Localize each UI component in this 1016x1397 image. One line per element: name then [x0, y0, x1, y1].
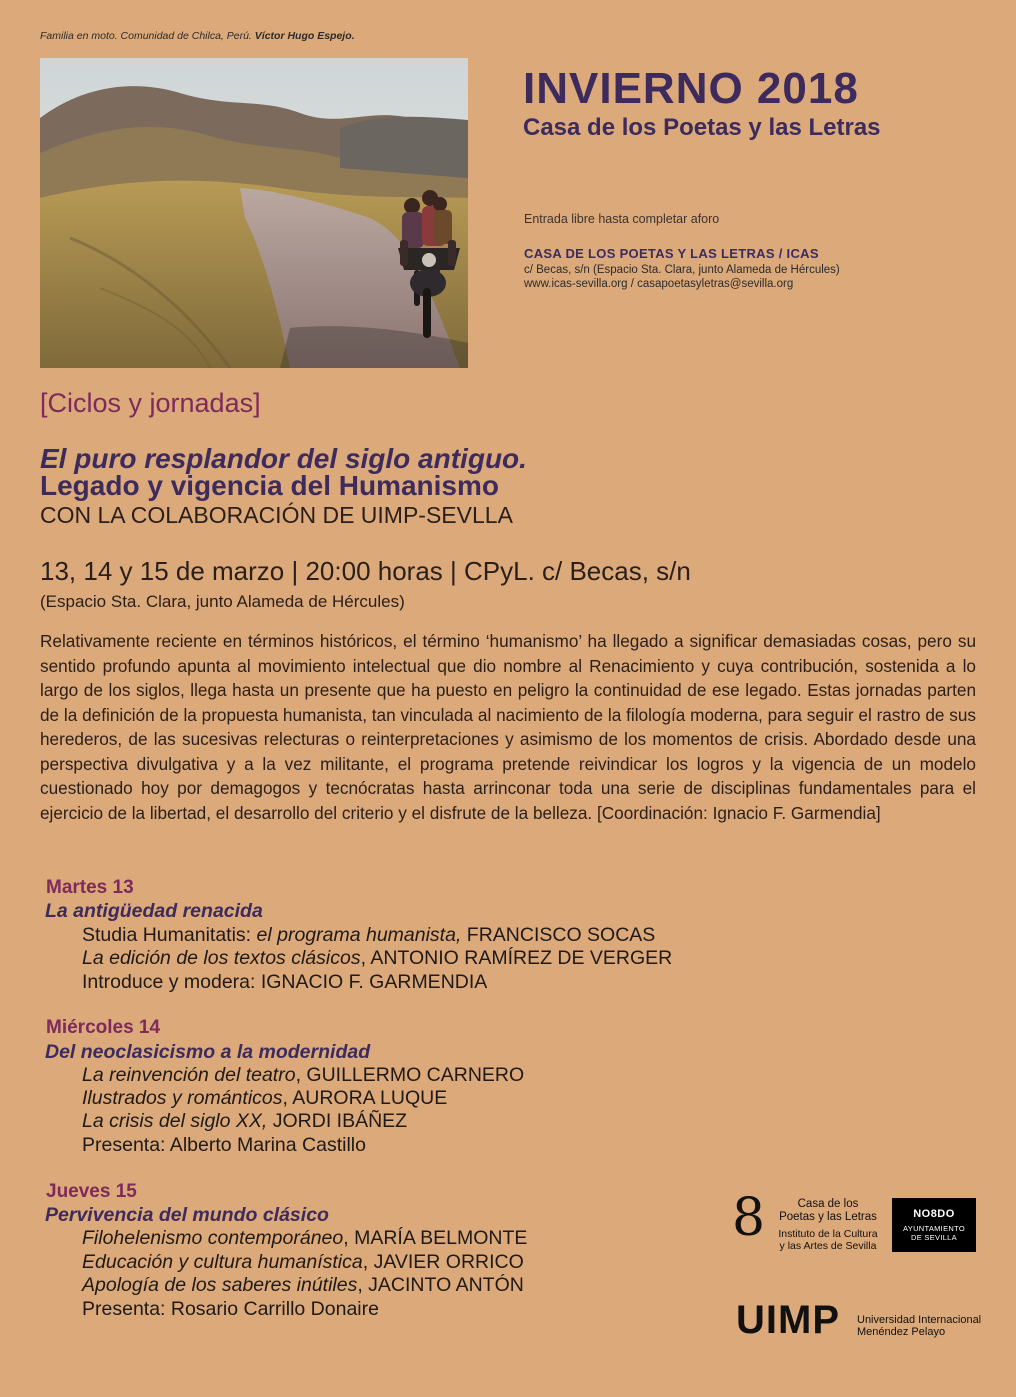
day1-talk2 — [82, 947, 672, 970]
day2-talk3-speaker: JORDI IBÁÑEZ — [267, 1110, 408, 1132]
uimp-logo — [736, 1298, 982, 1342]
day1-label: Martes 13 — [46, 877, 134, 898]
uimp-name — [857, 1314, 981, 1338]
day1-talk1-speaker: FRANCISCO SOCAS — [461, 924, 656, 946]
section-tag: [Ciclos y jornadas] — [40, 388, 261, 418]
ayuntamiento-logo — [892, 1198, 976, 1252]
day3-topic: Pervivencia del mundo clásico — [45, 1204, 329, 1226]
event-collaboration: CON LA COLABORACIÓN DE UIMP-SEVLLA — [40, 502, 513, 528]
ayuntamiento-name-2: DE SEVILLA — [911, 1233, 957, 1242]
day2-talk3-title: La crisis del siglo XX, — [82, 1110, 268, 1132]
casa-poetas-logo — [732, 1188, 892, 1254]
day2-talk3 — [82, 1110, 407, 1133]
day2-talk1 — [82, 1064, 524, 1087]
day2-talk1-title: La reinvención del teatro — [82, 1064, 296, 1086]
uimp-wordmark: UIMP — [736, 1298, 840, 1342]
event-place-detail: (Espacio Sta. Clara, junto Alameda de Hércules) — [40, 592, 405, 611]
day3-presenter: Presenta: Rosario Carrillo Donaire — [82, 1298, 379, 1320]
event-description: Relativamente reciente en términos históricos, el término ‘humanismo’ ha llegado a significar demasiadas cosas, pero su sentido profundo apunta al movimiento intelectual que dio nombre al Renacimiento y cuya contribución, sostenida a lo largo de los siglos, llega hasta un presente que ha puesto en peligro la continuidad de ese legado. Estas jornadas parten de la definición de la propuesta humanista, tan vinculada al nacimiento de la filología moderna, para seguir el rastro de sus herederos, de las sucesivas relecturas o reinterpretaciones y asimismo de los momentos de crisis. Abordado desde una perspectiva divulgativa y a la vez militante, el programa pretende reivindicar los logros y la vigencia de un modelo cuestionado hoy por demagogos y tecnócratas hasta arrinconar toda una serie de disciplinas fundamentales para el ejercicio de la libertad, el desarrollo del criterio y el disfrute de la belleza. [Coordinación: Ignacio F. Garmendia] — [40, 631, 976, 823]
event-date-time-place: 13, 14 y 15 de marzo | 20:00 horas | CPyL. c/ Becas, s/n — [40, 556, 691, 586]
event-title-line1: El puro resplandor del siglo antiguo. — [40, 443, 527, 474]
casa-eight-icon: 8 — [732, 1188, 766, 1248]
day2-label: Miércoles 14 — [46, 1017, 161, 1038]
entry-note: Entrada libre hasta completar aforo — [524, 212, 720, 226]
day3-talk2 — [82, 1251, 524, 1274]
ayuntamiento-name-1: AYUNTAMIENTO — [903, 1224, 965, 1233]
season-title: INVIERNO 2018 — [523, 64, 859, 113]
day2-talk2 — [82, 1087, 447, 1110]
no8do-icon: NO8DO — [913, 1208, 955, 1220]
day3-talk3-title: Apología de los saberes inútiles — [82, 1274, 358, 1296]
event-title-line2: Legado y vigencia del Humanismo — [40, 470, 500, 501]
day3-talk1 — [82, 1227, 527, 1250]
institution-title: Casa de los Poetas y las Letras — [523, 114, 881, 141]
venue-name: CASA DE LOS POETAS Y LAS LETRAS / ICAS — [524, 246, 819, 261]
day3-talk1-title: Filohelenismo contemporáneo — [82, 1227, 344, 1249]
day3-talk3-speaker: , JACINTO ANTÓN — [357, 1274, 524, 1296]
casa-logo-sub-1: Instituto de la Cultura — [778, 1228, 878, 1240]
casa-logo-name-1: Casa de los — [797, 1198, 859, 1210]
venue-address: c/ Becas, s/n (Espacio Sta. Clara, junto Alameda de Hércules) — [524, 264, 840, 276]
photo-caption-author: Víctor Hugo Espejo. — [254, 30, 355, 42]
day1-talk1-title-roman: Studia Humanitatis: — [82, 924, 252, 946]
casa-logo-sub — [768, 1228, 888, 1252]
day3-talk2-title: Educación y cultura humanística — [82, 1251, 363, 1273]
casa-logo-sub-2: y las Artes de Sevilla — [779, 1240, 877, 1252]
uimp-name-1: Universidad Internacional — [857, 1314, 982, 1326]
cover-photo — [40, 58, 468, 368]
photo-caption-text: Familia en moto. Comunidad de Chilca, Perú. — [40, 30, 252, 42]
ayuntamiento-name — [892, 1224, 976, 1242]
casa-logo-name-2: Poetas y las Letras — [779, 1211, 877, 1223]
photo-caption — [40, 30, 355, 42]
day3-talk2-speaker: , JAVIER ORRICO — [362, 1251, 524, 1273]
day3-talk3 — [82, 1274, 524, 1297]
cover-photo-illustration — [40, 58, 468, 368]
day2-topic: Del neoclasicismo a la modernidad — [45, 1041, 371, 1063]
day3-label: Jueves 15 — [46, 1181, 137, 1202]
day1-moderator: Introduce y modera: IGNACIO F. GARMENDIA — [82, 971, 488, 993]
day1-talk2-speaker: , ANTONIO RAMÍREZ DE VERGER — [360, 947, 673, 969]
casa-logo-name — [768, 1198, 888, 1224]
day2-talk2-title: Ilustrados y románticos — [82, 1087, 283, 1109]
venue-web-email: www.icas-sevilla.org / casapoetasyletras@sevilla.org — [524, 278, 794, 290]
uimp-name-2: Menéndez Pelayo — [857, 1326, 946, 1338]
day1-talk2-title: La edición de los textos clásicos — [82, 947, 361, 969]
day2-talk2-speaker: , AURORA LUQUE — [282, 1087, 448, 1109]
day2-presenter: Presenta: Alberto Marina Castillo — [82, 1134, 366, 1156]
day3-talk1-speaker: , MARÍA BELMONTE — [343, 1227, 528, 1249]
day1-talk1-title: el programa humanista, — [251, 924, 462, 946]
day2-talk1-speaker: , GUILLERMO CARNERO — [295, 1064, 525, 1086]
day1-talk1 — [82, 924, 655, 947]
day1-topic: La antigüedad renacida — [45, 900, 263, 922]
